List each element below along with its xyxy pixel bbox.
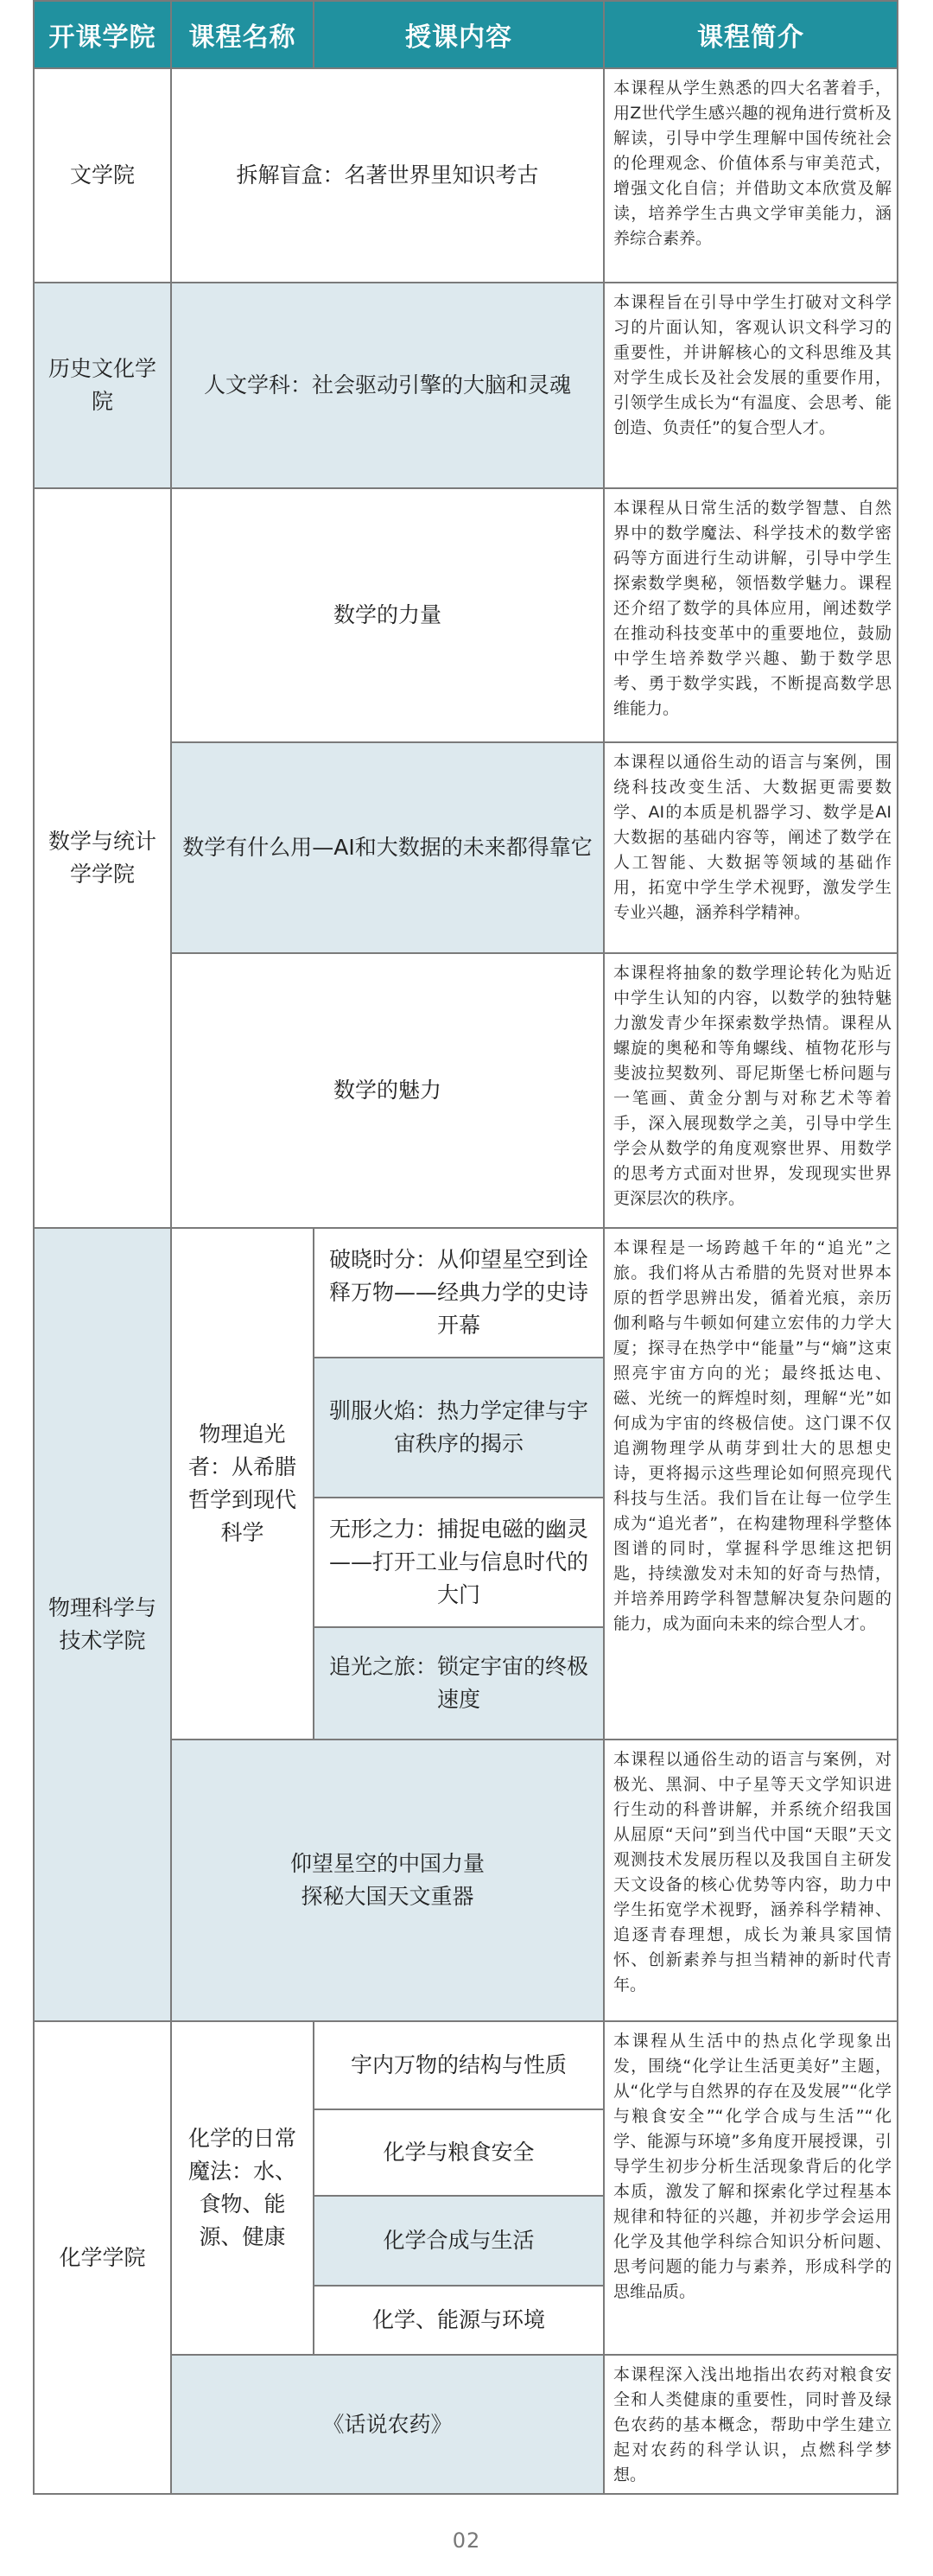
college-cell: 历史文化学院 bbox=[34, 283, 171, 488]
course-description: 本课程以通俗生动的语言与案例，围绕科技改变生活、大数据更需要数学、AI的本质是机器学习、数学是AI大数据的基础内容等，阐述了数学在人工智能、大数据等领域的基础作用，拓宽中学生学术视野，激发学生专业兴趣，涵养科学精神。 bbox=[604, 742, 898, 953]
college-cell: 数学与统计学学院 bbox=[34, 488, 171, 1228]
table-header-row bbox=[34, 1, 898, 68]
page-number: 02 bbox=[452, 2528, 481, 2553]
lecture-item: 宇内万物的结构与性质 bbox=[314, 2021, 604, 2109]
series-title: 化学的日常魔法：水、食物、能源、健康 bbox=[171, 2021, 314, 2355]
college-cell: 文学院 bbox=[34, 68, 171, 283]
series-title: 物理追光者：从希腊哲学到现代科学 bbox=[171, 1228, 314, 1740]
table-row bbox=[34, 283, 898, 488]
lecture-item: 追光之旅：锁定宇宙的终极速度 bbox=[314, 1627, 604, 1740]
lecture-item: 驯服火焰：热力学定律与宇宙秩序的揭示 bbox=[314, 1358, 604, 1498]
course-description: 本课程从学生熟悉的四大名著着手，用Z世代学生感兴趣的视角进行赏析及解读，引导中学生理解中国传统社会的伦理观念、价值体系与审美范式，增强文化自信；并借助文本欣赏及解读，培养学生古典文学审美能力，涵养综合素养。 bbox=[604, 68, 898, 283]
course-description: 本课程以通俗生动的语言与案例，对极光、黑洞、中子星等天文学知识进行生动的科普讲解，并系统介绍我国从屈原“天问”到当代中国“天眼”天文观测技术发展历程以及我国自主研发天文设备的核心优势等内容，助力中学生拓宽学术视野，涵养科学精神、追逐青春理想，成长为兼具家国情怀、创新素养与担当精神的新时代青年。 bbox=[604, 1740, 898, 2021]
table-row bbox=[34, 488, 898, 742]
lecture-item: 破晓时分：从仰望星空到诠释万物——经典力学的史诗开幕 bbox=[314, 1228, 604, 1358]
college-cell: 物理科学与技术学院 bbox=[34, 1228, 171, 2021]
course-topic bbox=[171, 1740, 604, 2021]
lecture-item: 无形之力：捕捉电磁的幽灵——打开工业与信息时代的大门 bbox=[314, 1498, 604, 1627]
table-row bbox=[34, 1228, 898, 1358]
table-row bbox=[34, 68, 898, 283]
lecture-item: 化学合成与生活 bbox=[314, 2196, 604, 2286]
course-description: 本课程将抽象的数学理论转化为贴近中学生认知的内容，以数学的独特魅力激发青少年探索数学热情。课程从螺旋的奥秘和等角螺线、植物花形与斐波拉契数列、哥尼斯堡七桥问题与一笔画、黄金分割与对称艺术等着手，深入展现数学之美，引导中学生学会从数学的角度观察世界、用数学的思考方式面对世界，发现现实世界更深层次的秩序。 bbox=[604, 953, 898, 1228]
table-row bbox=[34, 2021, 898, 2109]
course-description: 本课程旨在引导中学生打破对文科学习的片面认知，客观认识文科学习的重要性，并讲解核心的文科思维及其对学生成长及社会发展的重要作用，引领学生成长为“有温度、会思考、能创造、负责任”的复合型人才。 bbox=[604, 283, 898, 488]
course-topic-line: 探秘大国天文重器 bbox=[301, 1884, 474, 1909]
course-description: 本课程是一场跨越千年的“追光”之旅。我们将从古希腊的先贤对世界本原的哲学思辨出发，循着光痕，亲历伽利略与牛顿如何建立宏伟的力学大厦；探寻在热学中“能量”与“熵”这束照亮宇宙方向的光；最终抵达电、磁、光统一的辉煌时刻，理解“光”如何成为宇宙的终极信使。这门课不仅追溯物理学从萌芽到壮大的思想史诗，更将揭示这些理论如何照亮现代科技与生活。我们旨在让每一位学生成为“追光者”，在构建物理科学整体图谱的同时，掌握科学思维这把钥匙，持续激发对未知的好奇与热情，并培养用跨学科智慧解决复杂问题的能力，成为面向未来的综合型人才。 bbox=[604, 1228, 898, 1740]
lecture-item: 化学与粮食安全 bbox=[314, 2109, 604, 2196]
course-topic: 数学有什么用—AI和大数据的未来都得靠它 bbox=[171, 742, 604, 953]
course-description: 本课程深入浅出地指出农药对粮食安全和人类健康的重要性，同时普及绿色农药的基本概念，帮助中学生建立起对农药的科学认识，点燃科学梦想。 bbox=[604, 2355, 898, 2494]
course-description: 本课程从日常生活的数学智慧、自然界中的数学魔法、科学技术的数学密码等方面进行生动讲解，引导中学生探索数学奥秘，领悟数学魅力。课程还介绍了数学的具体应用，阐述数学在推动科技变革中的重要地位，鼓励中学生培养数学兴趣、勤于数学思考、勇于数学实践，不断提高数学思维能力。 bbox=[604, 488, 898, 742]
header-content: 授课内容 bbox=[314, 1, 604, 68]
course-table bbox=[33, 0, 898, 2495]
lecture-item: 化学、能源与环境 bbox=[314, 2286, 604, 2355]
course-topic: 《话说农药》 bbox=[171, 2355, 604, 2494]
course-topic: 拆解盲盒：名著世界里知识考古 bbox=[171, 68, 604, 283]
header-college: 开课学院 bbox=[34, 1, 171, 68]
header-course-name: 课程名称 bbox=[171, 1, 314, 68]
header-description: 课程简介 bbox=[604, 1, 898, 68]
course-topic-line: 仰望星空的中国力量 bbox=[289, 1851, 485, 1876]
course-topic: 数学的魅力 bbox=[171, 953, 604, 1228]
course-topic: 数学的力量 bbox=[171, 488, 604, 742]
college-cell: 化学学院 bbox=[34, 2021, 171, 2494]
course-topic: 人文学科：社会驱动引擎的大脑和灵魂 bbox=[171, 283, 604, 488]
course-description: 本课程从生活中的热点化学现象出发，围绕“化学让生活更美好”主题，从“化学与自然界的存在及发展”“化学与粮食安全”“化学合成与生活”“化学、能源与环境”多角度开展授课，引导学生初步分析生活现象背后的化学本质，激发了解和探索化学过程基本规律和特征的兴趣，并初步学会运用化学及其他学科综合知识分析问题、思考问题的能力与素养，形成科学的思维品质。 bbox=[604, 2021, 898, 2355]
